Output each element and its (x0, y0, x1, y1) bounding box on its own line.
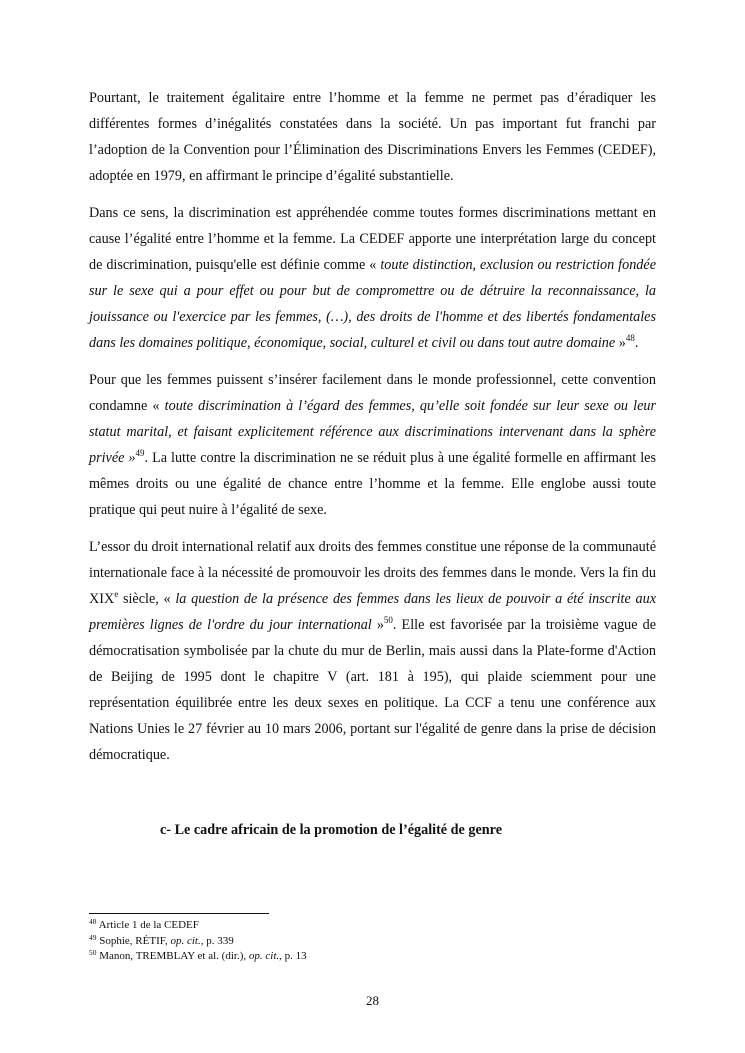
paragraph-text: Pourtant, le traitement égalitaire entre l’homme et la femme ne permet pas d’éradiquer les différentes formes d’inégalités constatées dans la société. Un pas important fut franchi par l’adoption de la Convention pour l’Élimination des Discriminations Envers les Femmes (CEDEF), adoptée en 1979, en affirmant le principe d’égalité substantielle. (89, 90, 656, 184)
footnote-50 (89, 949, 649, 965)
quotation: toute distinction, exclusion ou restriction fondée sur le sexe qui a pour effet ou pour but de compromettre ou de détruire la reconnaissance, la jouissance ou l'exercice par les femmes, (…), des droits de l'homme et des libertés fondamentales dans les domaines politique, économique, social, culturel et civil ou dans tout autre domaine (89, 257, 656, 351)
century-superscript: e (114, 589, 119, 599)
paragraph-text: Dans ce sens, la discrimination est appréhendée comme toutes formes discriminations mettant en cause l’égalité entre l’homme et la femme. La CEDEF apporte une interprétation large du concept de discrimination, puisqu'elle est définie comme « (89, 205, 656, 273)
paragraph-text: siècle, « (118, 591, 176, 607)
footnote-48 (89, 918, 649, 934)
footnote-text: Sophie, RÉTIF, (99, 934, 171, 947)
quotation: la question de la présence des femmes dans les lieux de pouvoir a été inscrite aux premières lignes de l'ordre du jour international (89, 591, 657, 633)
paragraph-text: Pour que les femmes puissent s’insérer facilement dans le monde professionnel, cette convention condamne « (89, 372, 656, 414)
section-heading: c- Le cadre africain de la promotion de l’égalité de genre (160, 822, 503, 838)
body-text (89, 85, 656, 768)
footnote-49 (89, 934, 649, 950)
footnote-text-end: , p. 13 (279, 950, 307, 962)
paragraph-4 (89, 534, 656, 768)
footnote-number: 48 (89, 917, 97, 926)
paragraph-text: . La lutte contre la discrimination ne se réduit plus à une égalité formelle en affirmant les mêmes droits ou une égalité de chance entre l’homme et la femme. Elle englobe aussi toute pratique qui peut nuire à l’égalité de sexe. (89, 450, 656, 518)
paragraph-1 (89, 85, 656, 189)
footnote-italic: op. cit. (248, 950, 280, 962)
quotation: toute discrimination à l’égard des femmes, qu’elle soit fondée sur leur sexe ou leur statut marital, et faisant explicitement référence aux discriminations intervenant dans la sphère privée » (89, 398, 656, 466)
footnote-separator (89, 913, 269, 914)
footnotes (89, 918, 649, 965)
footnote-text-end: , p. 339 (200, 934, 234, 947)
paragraph-2 (89, 200, 656, 356)
page-number: 28 (366, 993, 379, 1008)
paragraph-text: » (371, 617, 384, 633)
paragraph-text: » (615, 335, 626, 351)
paragraph-text: L’essor du droit international relatif aux droits des femmes constitue une réponse de la communauté internationale face à la nécessité de promouvoir les droits des femmes dans le monde. Vers la fin du XIX (89, 539, 656, 607)
footnote-number: 49 (89, 932, 97, 942)
paragraph-text: . (634, 335, 639, 351)
footnote-text: Article 1 de la CEDEF (98, 919, 199, 931)
footnote-text: Manon, TREMBLAY et al. (dir.), (99, 950, 249, 962)
footnote-reference[interactable]: 48 (625, 333, 635, 343)
paragraph-3 (89, 367, 656, 523)
footnote-italic: op. cit. (170, 934, 201, 947)
footnote-reference[interactable]: 49 (135, 448, 145, 458)
footnote-number: 50 (89, 948, 97, 957)
footnote-reference[interactable]: 50 (383, 615, 393, 625)
paragraph-text: . Elle est favorisée par la troisième vague de démocratisation symbolisée par la chute du mur de Berlin, mais aussi dans la Plate-forme d'Action de Beijing de 1995 dont le chapitre V (art. 181 à 195), qui plaide sciemment pour une représentation équilibrée entre les deux sexes en politique. La CCF a tenu une conférence aux Nations Unies le 27 février au 10 mars 2006, portant sur l'égalité de genre dans la prise de décision démocratique. (89, 617, 657, 763)
